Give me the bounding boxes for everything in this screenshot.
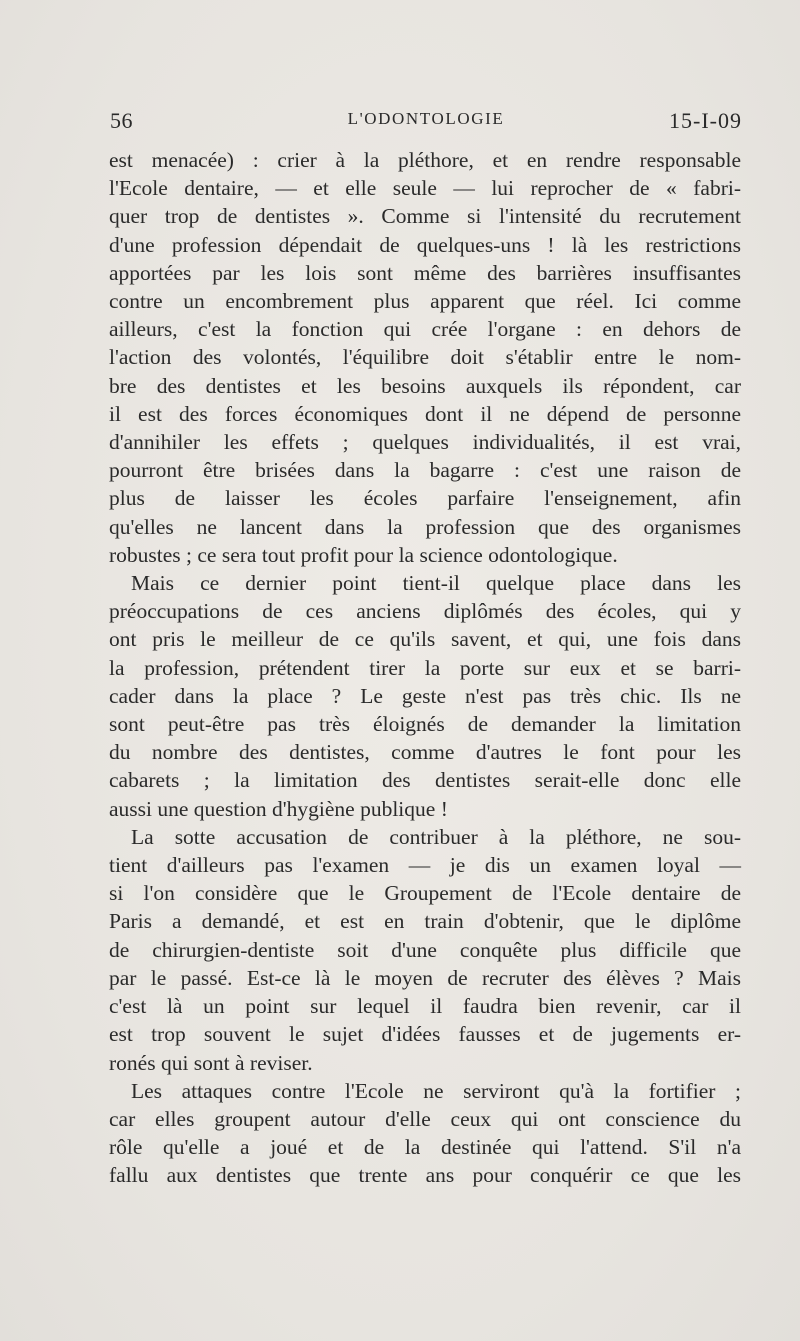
page-number: 56: [110, 108, 133, 133]
text-line: l'action des volontés, l'équilibre doit s'établir entre le nom-: [109, 345, 741, 370]
text-line: tient d'ailleurs pas l'examen — je dis un examen loyal —: [109, 853, 741, 878]
text-line: préoccupations de ces anciens diplômés des écoles, qui y: [109, 599, 741, 624]
text-line: la profession, prétendent tirer la porte sur eux et se barri-: [109, 655, 741, 680]
text-line: La sotte accusation de contribuer à la pléthore, ne sou-: [131, 824, 741, 849]
text-line: car elles groupent autour d'elle ceux qui ont conscience du: [109, 1106, 741, 1131]
text-line: cader dans la place ? Le geste n'est pas très chic. Ils ne: [109, 683, 741, 708]
text-line: plus de laisser les écoles parfaire l'enseignement, afin: [109, 486, 741, 511]
text-line: robustes ; ce sera tout profit pour la science odontologique.: [109, 542, 618, 567]
text-line: ronés qui sont à reviser.: [109, 1050, 313, 1075]
text-line: Les attaques contre l'Ecole ne serviront qu'à la fortifier ;: [131, 1078, 741, 1103]
text-line: contre un encombrement plus apparent que réel. Ici comme: [109, 289, 741, 314]
text-line: c'est là un point sur lequel il faudra bien revenir, car il: [109, 994, 741, 1019]
text-line: si l'on considère que le Groupement de l'Ecole dentaire de: [109, 881, 741, 906]
text-line: est trop souvent le sujet d'idées fausses et de jugements er-: [109, 1022, 741, 1047]
text-line: qu'elles ne lancent dans la profession que des organismes: [109, 514, 741, 539]
text-line: est menacée) : crier à la pléthore, et en rendre responsable: [109, 148, 741, 172]
text-line: du nombre des dentistes, comme d'autres le font pour les: [109, 740, 741, 765]
body-text: [109, 146, 741, 1190]
text-line: d'annihiler les effets ; quelques individualités, il est vrai,: [109, 430, 741, 455]
text-line: apportées par les lois sont même des barrières insuffisantes: [109, 260, 741, 285]
text-line: quer trop de dentistes ». Comme si l'intensité du recrutement: [109, 204, 741, 229]
text-line: Mais ce dernier point tient-il quelque place dans les: [131, 571, 741, 596]
running-title: L'ODONTOLOGIE: [347, 109, 505, 128]
text-line: sont peut-être pas très éloignés de demander la limitation: [109, 712, 741, 737]
issue-date: 15-I-09: [669, 108, 742, 133]
text-line: bre des dentistes et les besoins auxquels ils répondent, car: [109, 373, 741, 398]
text-line: l'Ecole dentaire, — et elle seule — lui reprocher de « fabri-: [109, 176, 741, 201]
text-line: par le passé. Est-ce là le moyen de recruter des élèves ? Mais: [109, 965, 741, 990]
text-line: fallu aux dentistes que trente ans pour conquérir ce que les: [109, 1163, 741, 1188]
text-line: pourront être brisées dans la bagarre : c'est une raison de: [109, 458, 741, 483]
text-line: aussi une question d'hygiène publique !: [109, 796, 448, 821]
text-line: il est des forces économiques dont il ne dépend de personne: [109, 401, 741, 426]
page-header: [110, 108, 742, 138]
text-line: ont pris le meilleur de ce qu'ils savent, et qui, une fois dans: [109, 627, 741, 652]
text-line: de chirurgien-dentiste soit d'une conquête plus difficile que: [109, 937, 741, 962]
text-line: ailleurs, c'est la fonction qui crée l'organe : en dehors de: [109, 317, 741, 342]
text-line: cabarets ; la limitation des dentistes serait-elle donc elle: [109, 768, 741, 793]
text-line: d'une profession dépendait de quelques-uns ! là les restrictions: [109, 232, 741, 257]
text-line: rôle qu'elle a joué et de la destinée qui l'attend. S'il n'a: [109, 1135, 741, 1160]
text-line: Paris a demandé, et est en train d'obtenir, que le diplôme: [109, 909, 741, 934]
